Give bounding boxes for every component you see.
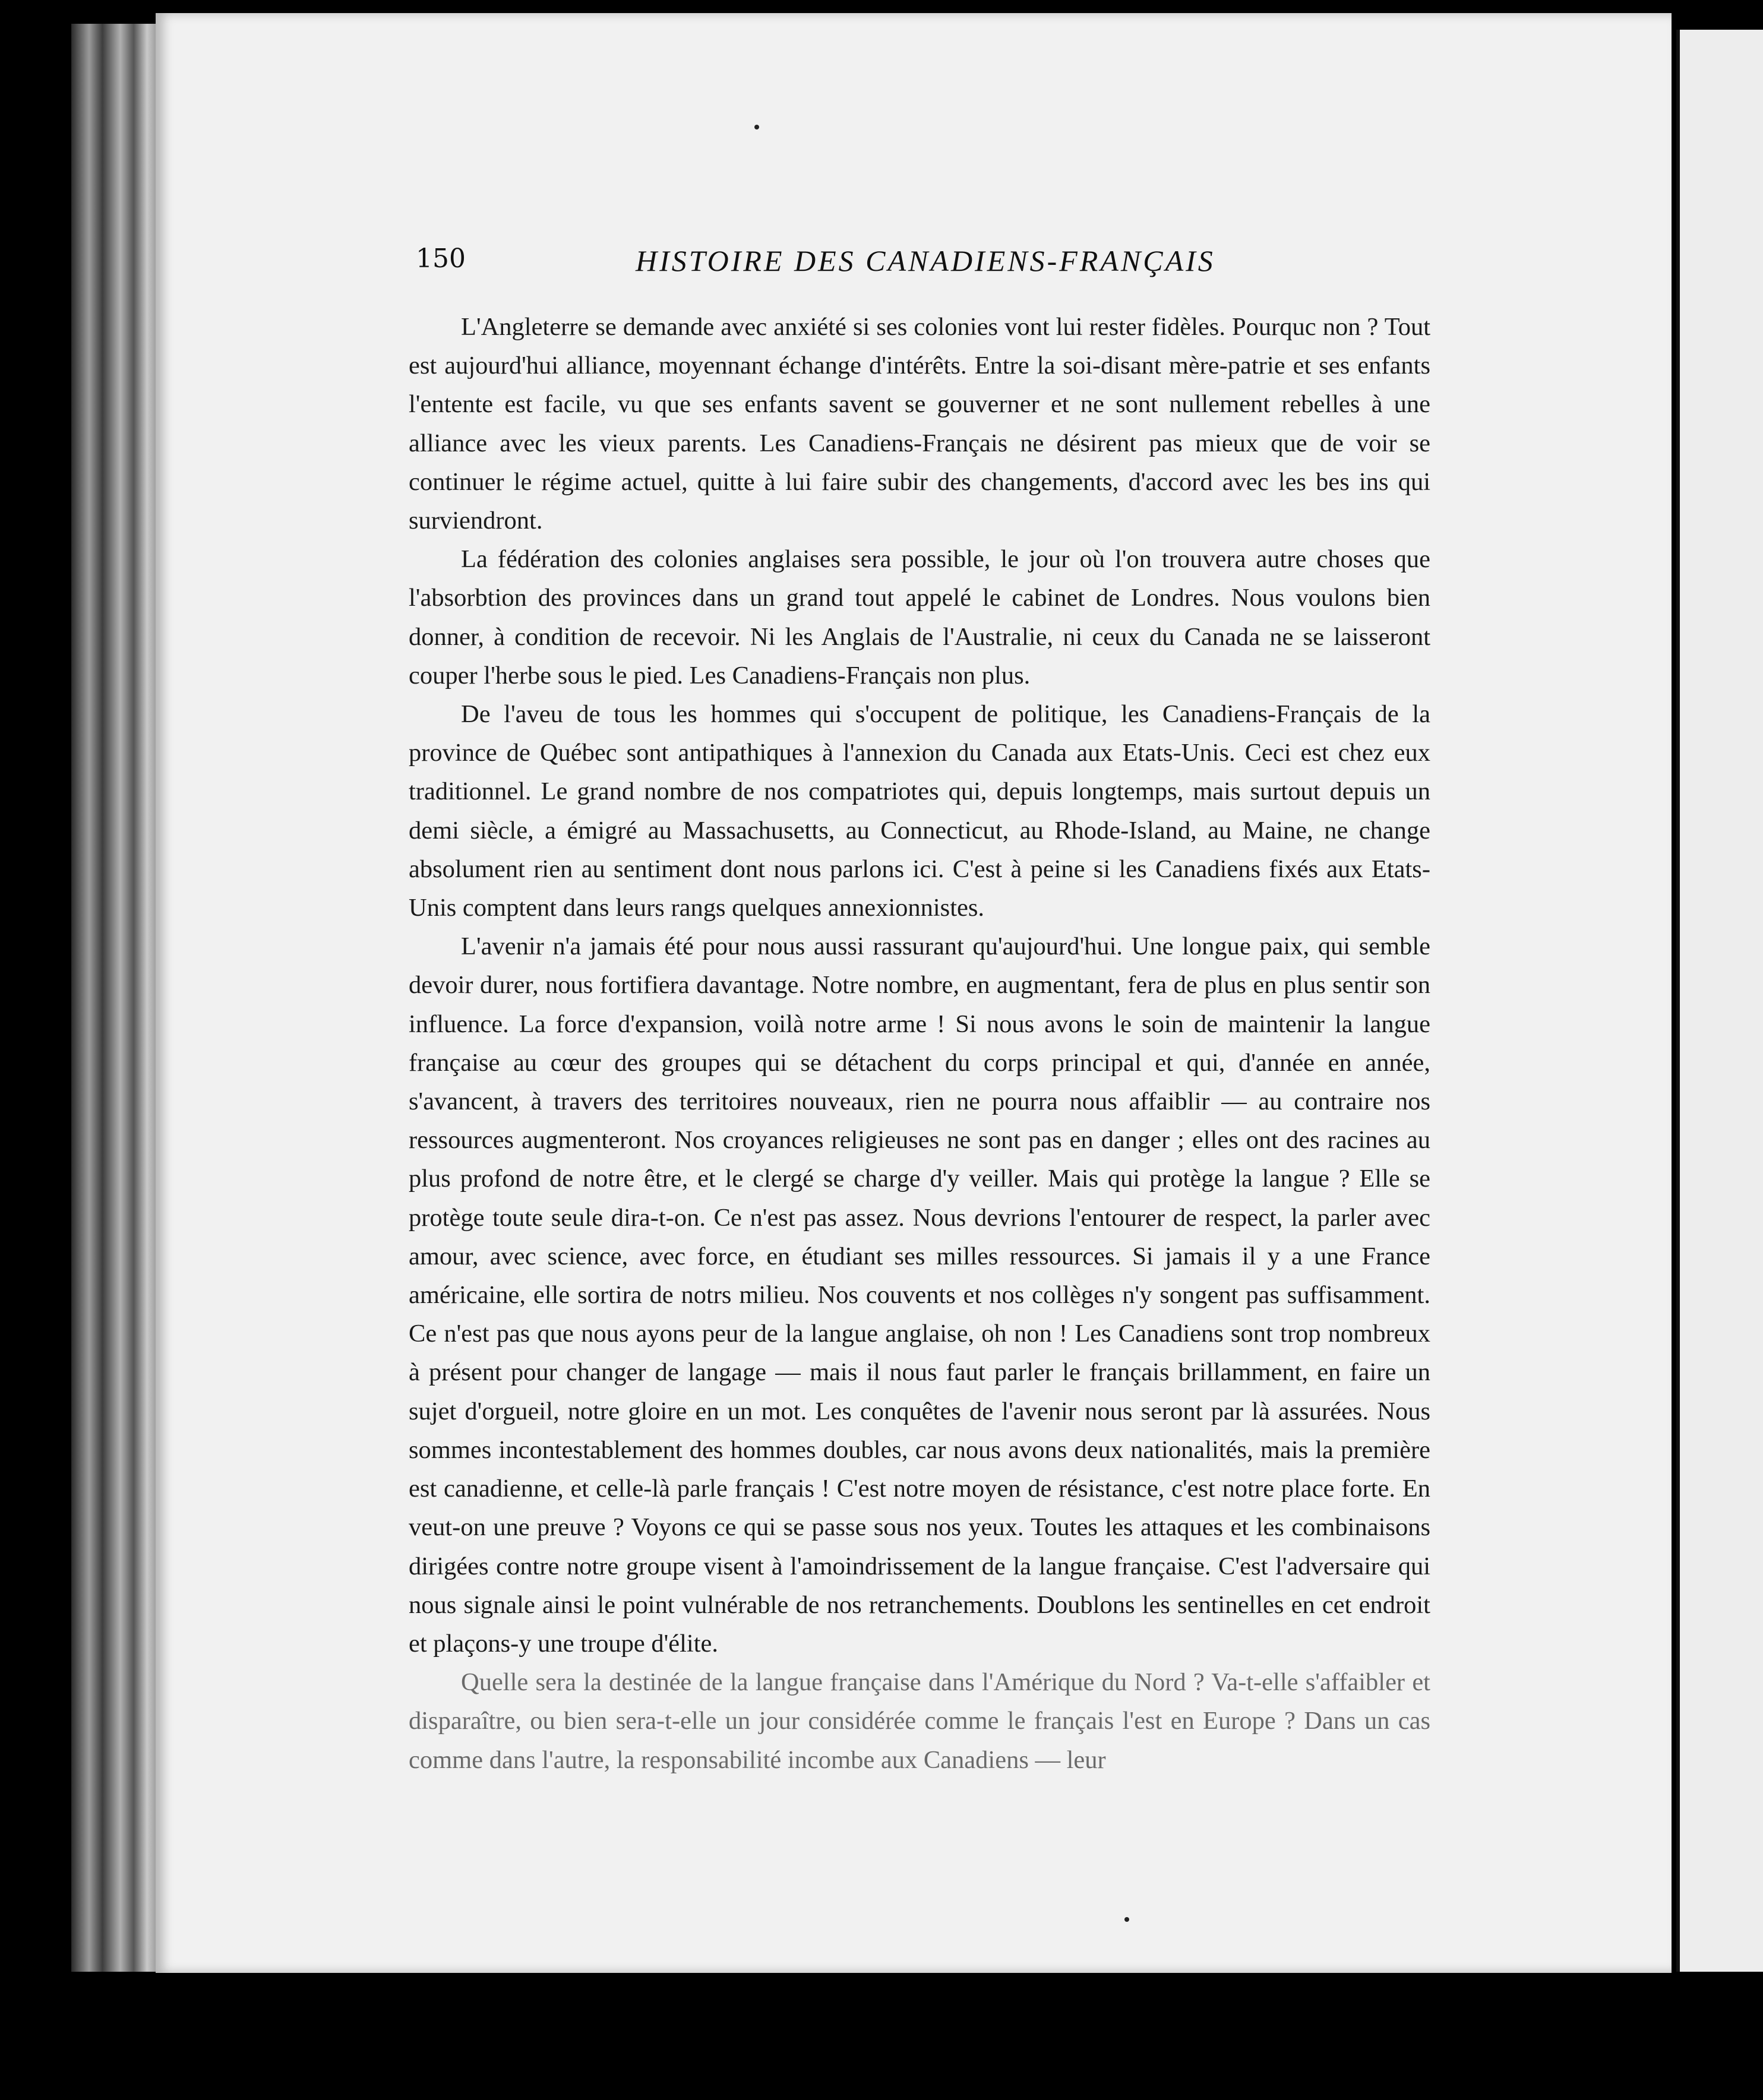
paragraph: L'Angleterre se demande avec anxiété si ses colonies vont lui rester fidèles. Pourquc non ? Tout est aujourd'hui alliance, moyennant échange d'intérêts. Entre la soi-disant mère-patrie et ses enfants l'entente est facile, vu que ses enfants savent se gouverner et ne sont nullement rebelles à une alliance avec les vieux parents. Les Canadiens-Français ne désirent pas mieux que de voir se continuer le régime actuel, quitte à lui faire subir des changements, d'accord avec les bes ins qui surviendront. — [409, 313, 1430, 535]
body-text — [409, 308, 1430, 1779]
page-header — [416, 243, 1544, 291]
paragraph: La fédération des colonies anglaises sera possible, le jour où l'on trouvera autre choses que l'absorbtion des provinces dans un grand tout appelé le cabinet de Londres. Nous voulons bien donner, à condition de recevoir. Ni les Anglais de l'Australie, ni ceux du Canada ne se laisseront couper l'herbe sous le pied. Les Canadiens-Français non plus. — [409, 545, 1430, 690]
paragraph: De l'aveu de tous les hommes qui s'occupent de politique, les Canadiens-Français de la province de Québec sont antipathiques à l'annexion du Canada aux Etats-Unis. Ceci est chez eux traditionnel. Le grand nombre de nos compatriotes qui, depuis longtemps, mais surtout depuis un demi siècle, a émigré au Massachusetts, au Connecticut, au Rhode-Island, au Maine, ne change absolument rien au sentiment dont nous parlons ici. C'est à peine si les Canadiens fixés aux Etats-Unis comptent dans leurs rangs quelques annexionnistes. — [409, 700, 1430, 922]
running-head: HISTOIRE DES CANADIENS-FRANÇAIS — [636, 244, 1215, 277]
ink-speck — [1124, 1917, 1129, 1922]
paragraph: L'avenir n'a jamais été pour nous aussi rassurant qu'aujourd'hui. Une longue paix, qui semble devoir durer, nous fortifiera davantage. Notre nombre, en augmentant, fera de plus en plus sentir son influence. La force d'expansion, voilà notre arme ! Si nous avons le soin de maintenir la langue française au cœur des groupes qui se détachent du corps principal et qui, d'année en année, s'avancent, à travers des territoires nouveaux, rien ne pourra nous affaiblir — au contraire nos ressources augmenteront. Nos croyances religieuses ne sont pas en danger ; elles ont des racines au plus profond de notre être, et le clergé se charge d'y veiller. Mais qui protège la langue ? Elle se protège toute seule dira-t-on. Ce n'est pas assez. Nous devrions l'entourer de respect, la parler avec amour, avec science, avec force, en étudiant ses milles ressources. Si jamais il y a une France américaine, elle sortira de notrs milieu. Nos couvents et nos collèges n'y songent pas suffisamment. Ce n'est pas que nous ayons peur de la langue anglaise, oh non ! Les Canadiens sont trop nombreux à présent pour changer de langage — mais il nous faut parler le français brillamment, en faire un sujet d'orgueil, notre gloire en un mot. Les conquêtes de l'avenir nous seront par là assurées. Nous sommes incontestablement des hommes doubles, car nous avons deux nationalités, mais la première est canadienne, et celle-là parle français ! C'est notre moyen de résistance, c'est notre place forte. En veut-on une preuve ? Voyons ce qui se passe sous nos yeux. Toutes les attaques et les combinaisons dirigées contre notre groupe visent à l'amoindrissement de la langue française. C'est l'adversaire qui nous signale ainsi le point vulnérable de nos retranchements. Doublons les sentinelles en cet endroit et plaçons-y une troupe d'élite. — [409, 932, 1430, 1658]
book-page-edges — [71, 24, 160, 1972]
page-number: 150 — [416, 243, 466, 274]
ink-speck — [754, 125, 759, 129]
paragraph: Quelle sera la destinée de la langue française dans l'Amérique du Nord ? Va-t-elle s'affaibler et disparaître, ou bien sera-t-elle un jour considérée comme le français l'est en Europe ? Dans un cas comme dans l'autre, la responsabilité incombe aux Canadiens — leur — [409, 1668, 1430, 1774]
facing-page-edge — [1676, 30, 1763, 1972]
